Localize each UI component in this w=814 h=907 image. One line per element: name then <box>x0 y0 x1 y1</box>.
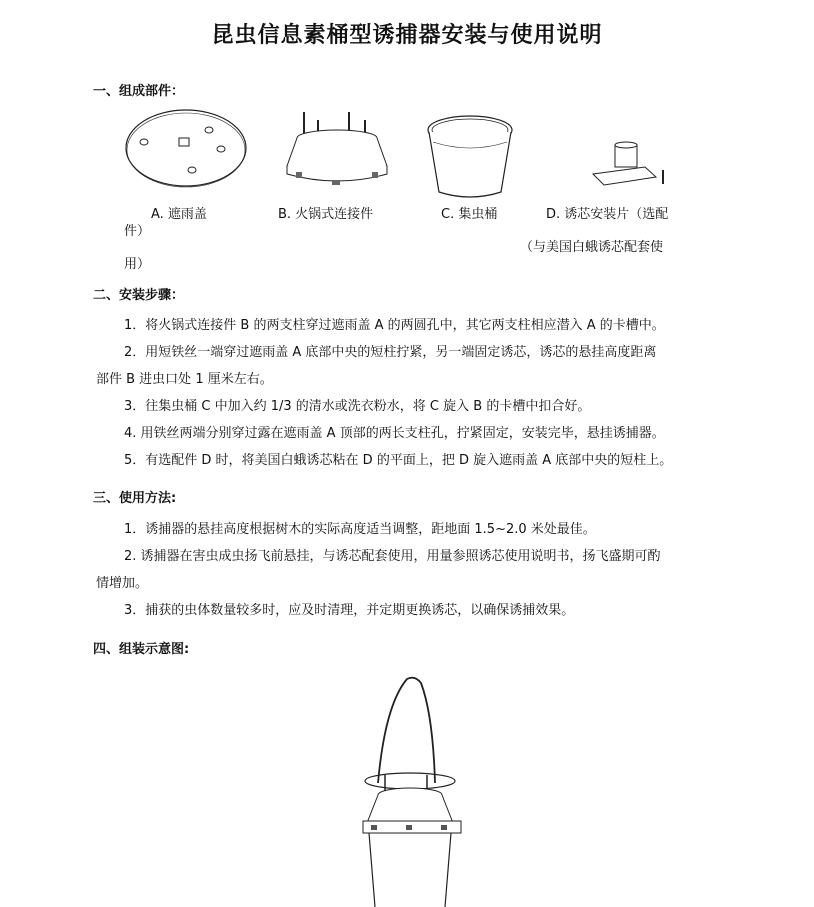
install-step-4: 4. 用铁丝两端分别穿过露在遮雨盖 A 顶部的两长支柱孔，拧紧固定，安装完毕，悬挂诱捕器。 <box>124 426 665 441</box>
usage-item-2: 2. 诱捕器在害虫成虫扬飞前悬挂，与诱芯配套使用，用量参照诱芯使用说明书，扬飞盛期可酌 <box>124 549 661 564</box>
connector-icon <box>282 108 392 188</box>
install-step-3: 3．往集虫桶 C 中加入约 1/3 的清水或洗衣粉水，将 C 旋入 B 的卡槽中扣合好。 <box>124 399 591 414</box>
section-heading-install: 二、安装步骤： <box>93 288 185 303</box>
part-c-label: C. 集虫桶 <box>441 207 498 222</box>
install-step-1: 1．将火锅式连接件 B 的两支柱穿过遮雨盖 A 的两圆孔中，其它两支柱相应潜入 A 的卡槽中。 <box>124 318 665 333</box>
part-b-label: B. 火锅式连接件 <box>278 207 374 222</box>
lure-mount-icon <box>590 142 670 192</box>
usage-item-3: 3．捕获的虫体数量较多时，应及时清理，并定期更换诱芯，以确保诱捕效果。 <box>124 603 575 618</box>
install-step-2-cont: 部件 B 进虫口处 1 厘米左右。 <box>96 372 273 387</box>
part-a-label: A. 遮雨盖 <box>151 207 207 222</box>
part-d-label: D. 诱芯安装片（选配 <box>546 207 669 222</box>
page-title: 昆虫信息素桶型诱捕器安装与使用说明 <box>211 23 603 48</box>
collection-bucket-icon <box>425 112 515 202</box>
part-d-label-cont2: （与美国白蛾诱芯配套使 <box>520 240 664 255</box>
section-heading-diagram: 四、组装示意图: <box>93 642 190 657</box>
usage-item-2-cont: 情增加。 <box>96 576 149 591</box>
part-d-label-cont1: 件） <box>124 224 151 239</box>
install-step-2: 2．用短铁丝一端穿过遮雨盖 A 底部中央的短柱拧紧，另一端固定诱芯，诱芯的悬挂高度距离 <box>124 345 657 360</box>
usage-item-1: 1．诱捕器的悬挂高度根据树木的实际高度适当调整，距地面 1.5~2.0 米处最佳。 <box>124 522 596 537</box>
install-step-5: 5．有选配件 D 时，将美国白蛾诱芯粘在 D 的平面上，把 D 旋入遮雨盖 A 底部中央的短柱上。 <box>124 453 673 468</box>
section-heading-parts: 一、组成部件： <box>93 84 185 99</box>
assembled-trap-icon <box>355 675 470 907</box>
rain-cover-icon <box>124 108 249 188</box>
section-heading-usage: 三、使用方法: <box>93 491 177 506</box>
part-d-label-cont3: 用） <box>124 257 151 272</box>
